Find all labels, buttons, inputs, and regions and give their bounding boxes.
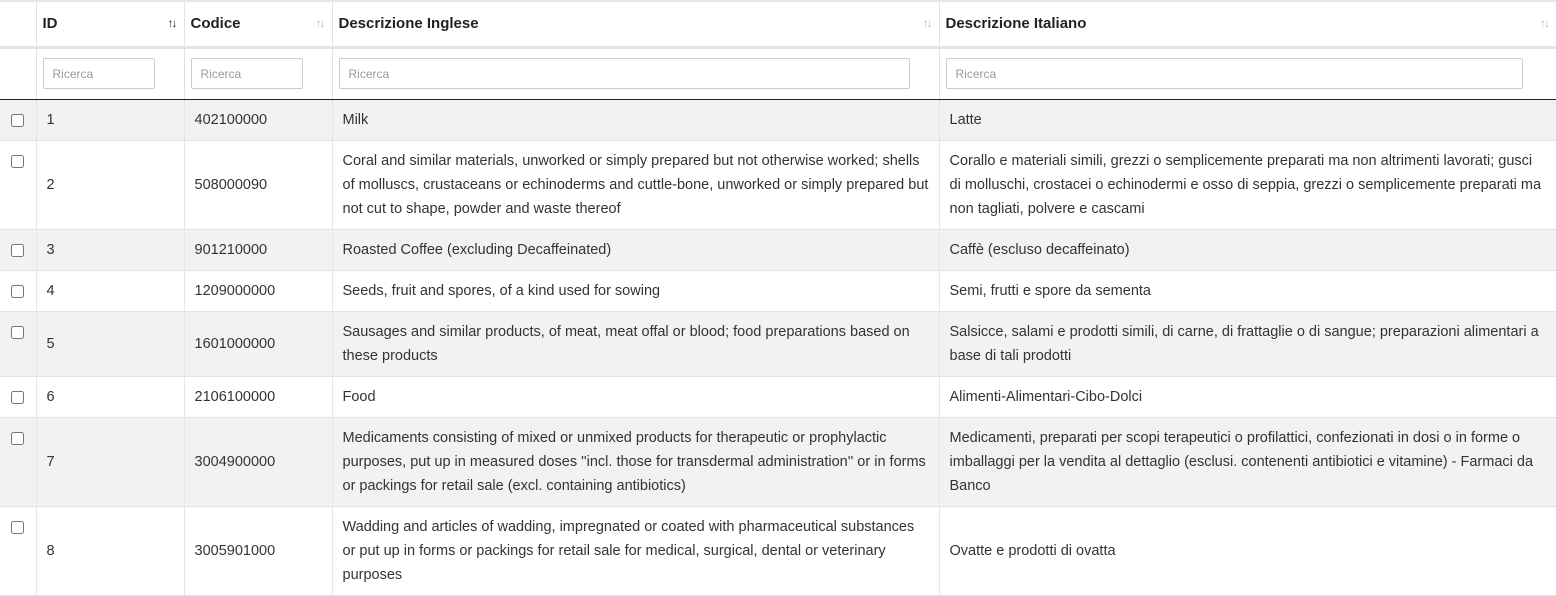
code-cell: 402100000 (184, 99, 332, 140)
column-header-english[interactable] (332, 2, 939, 47)
select-cell (0, 229, 36, 270)
english-description-cell: Milk (332, 99, 939, 140)
table-row[interactable] (0, 229, 1556, 270)
filter-cell-code (184, 47, 332, 99)
select-cell (0, 417, 36, 506)
italian-description-cell: Ovatte e prodotti di ovatta (939, 506, 1556, 595)
filter-row (0, 47, 1556, 99)
english-description-cell: Roasted Coffee (excluding Decaffeinated) (332, 229, 939, 270)
id-cell: 1 (36, 99, 184, 140)
row-checkbox[interactable] (11, 521, 24, 534)
english-search-input[interactable] (339, 58, 910, 89)
sort-ascending-icon[interactable]: ↑↓ (167, 16, 176, 30)
select-cell (0, 506, 36, 595)
select-cell (0, 140, 36, 229)
id-cell: 2 (36, 140, 184, 229)
column-header-label: Descrizione Inglese (338, 15, 479, 33)
italian-description-cell: Alimenti-Alimentari-Cibo-Dolci (939, 376, 1556, 417)
table-row[interactable] (0, 270, 1556, 311)
code-cell: 3005901000 (184, 506, 332, 595)
header-row (0, 2, 1556, 47)
italian-description-cell: Caffè (escluso decaffeinato) (939, 229, 1556, 270)
table-row[interactable] (0, 99, 1556, 140)
table-row[interactable] (0, 417, 1556, 506)
code-cell: 508000090 (184, 140, 332, 229)
code-cell: 2106100000 (184, 376, 332, 417)
row-checkbox[interactable] (11, 244, 24, 257)
table-row[interactable] (0, 376, 1556, 417)
filter-cell-id (36, 47, 184, 99)
english-description-cell: Sausages and similar products, of meat, meat offal or blood; food preparations based on these products (332, 311, 939, 376)
english-description-cell: Seeds, fruit and spores, of a kind used for sowing (332, 270, 939, 311)
select-column-header (0, 2, 36, 47)
sort-icon[interactable]: ↑↓ (922, 16, 931, 30)
italian-description-cell: Corallo e materiali simili, grezzi o semplicemente preparati ma non altrimenti lavorati; gusci di molluschi, crostacei o echinodermi e osso di seppia, grezzi o semplicemente preparati ma non tagliati, polvere e cascami (939, 140, 1556, 229)
code-search-input[interactable] (191, 58, 303, 89)
row-checkbox[interactable] (11, 391, 24, 404)
select-cell (0, 99, 36, 140)
row-checkbox[interactable] (11, 155, 24, 168)
row-checkbox[interactable] (11, 285, 24, 298)
table-row[interactable] (0, 506, 1556, 595)
italian-description-cell: Salsicce, salami e prodotti simili, di carne, di frattaglie o di sangue; preparazioni alimentari a base di tali prodotti (939, 311, 1556, 376)
italian-description-cell: Semi, frutti e spore da sementa (939, 270, 1556, 311)
code-cell: 1209000000 (184, 270, 332, 311)
code-cell: 3004900000 (184, 417, 332, 506)
english-description-cell: Wadding and articles of wadding, impregnated or coated with pharmaceutical substances or put up in forms or packings for retail sale for medical, surgical, dental or veterinary purposes (332, 506, 939, 595)
select-cell (0, 311, 36, 376)
sort-icon[interactable]: ↑↓ (1540, 16, 1548, 30)
select-cell (0, 376, 36, 417)
column-header-label: ID (42, 15, 58, 33)
filter-cell-italian (939, 47, 1556, 99)
id-cell: 3 (36, 229, 184, 270)
id-cell: 4 (36, 270, 184, 311)
id-search-input[interactable] (43, 58, 155, 89)
column-header-italian[interactable] (939, 2, 1556, 47)
italian-search-input[interactable] (946, 58, 1523, 89)
english-description-cell: Medicaments consisting of mixed or unmixed products for therapeutic or prophylactic purposes, put up in measured doses ''incl. those for transdermal administration'' or in forms or packings for retail sale (excl. containing antibiotics) (332, 417, 939, 506)
column-header-label: Codice (190, 15, 241, 33)
select-cell (0, 270, 36, 311)
id-cell: 7 (36, 417, 184, 506)
italian-description-cell: Medicamenti, preparati per scopi terapeutici o profilattici, confezionati in dosi o in forme o imballaggi per la vendita al dettaglio (esclusi. contenenti antibiotici e vitamine) - Farmaci da Banco (939, 417, 1556, 506)
row-checkbox[interactable] (11, 432, 24, 445)
id-cell: 6 (36, 376, 184, 417)
table-row[interactable] (0, 311, 1556, 376)
id-cell: 8 (36, 506, 184, 595)
row-checkbox[interactable] (11, 114, 24, 127)
products-table (0, 2, 1556, 596)
english-description-cell: Coral and similar materials, unworked or simply prepared but not otherwise worked; shells of molluscs, crustaceans or echinoderms and cuttle-bone, unworked or simply prepared but not cut to shape, powder and waste thereof (332, 140, 939, 229)
italian-description-cell: Latte (939, 99, 1556, 140)
id-cell: 5 (36, 311, 184, 376)
filter-cell-english (332, 47, 939, 99)
column-header-code[interactable] (184, 2, 332, 47)
select-filter-cell (0, 47, 36, 99)
code-cell: 1601000000 (184, 311, 332, 376)
code-cell: 901210000 (184, 229, 332, 270)
column-header-id[interactable] (36, 2, 184, 47)
english-description-cell: Food (332, 376, 939, 417)
row-checkbox[interactable] (11, 326, 24, 339)
sort-icon[interactable]: ↑↓ (315, 16, 324, 30)
column-header-label: Descrizione Italiano (945, 15, 1087, 33)
table-row[interactable] (0, 140, 1556, 229)
